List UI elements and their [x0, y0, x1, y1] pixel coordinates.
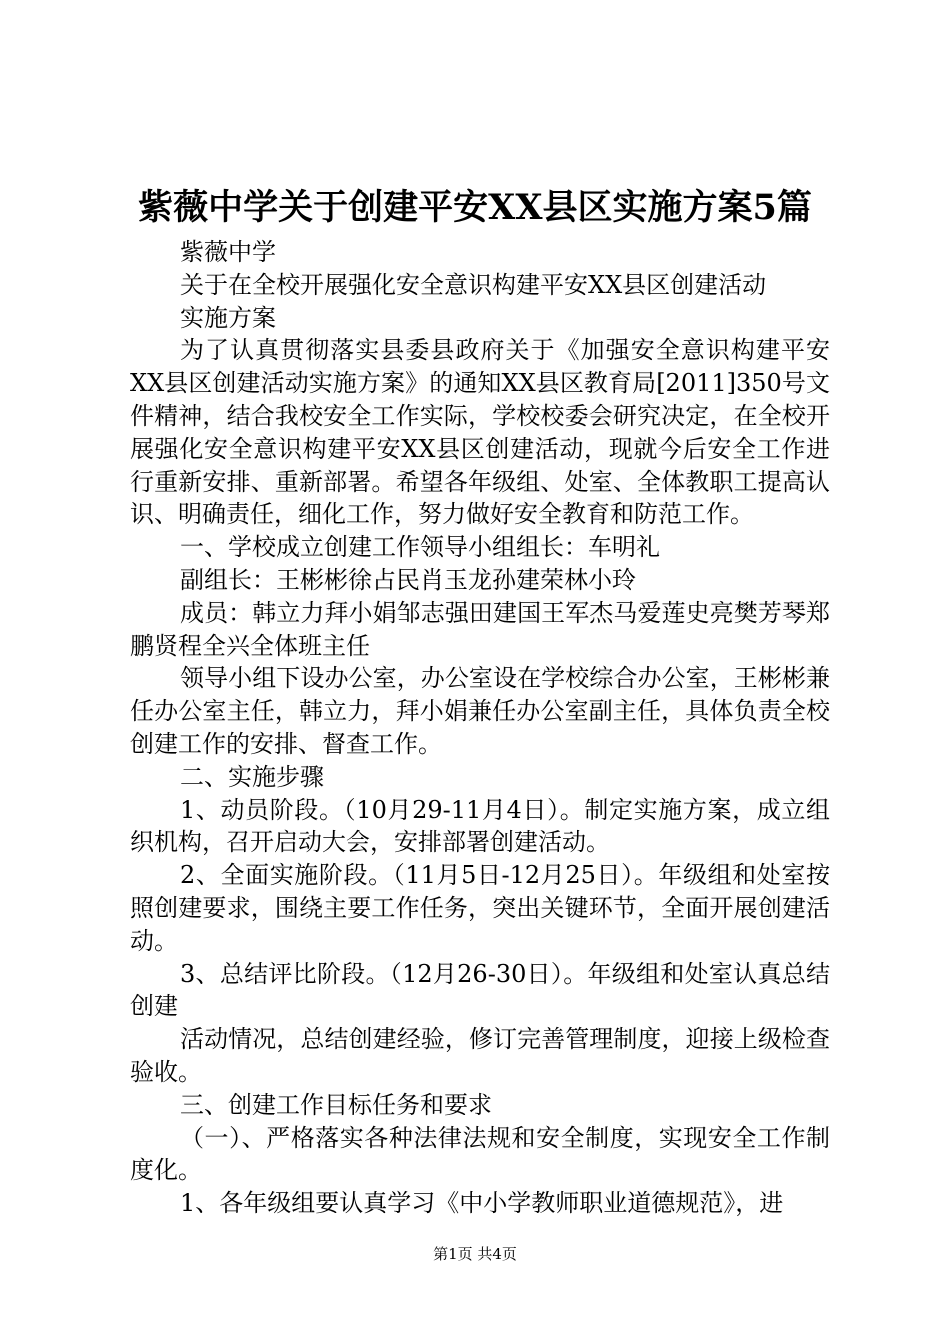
paragraph-deputy-leaders: 副组长：王彬彬徐占民肖玉龙孙建荣林小玲: [180, 565, 636, 594]
paragraph-plan-heading: 实施方案: [180, 303, 276, 332]
document-title: 紫薇中学关于创建平安XX县区实施方案5篇: [138, 187, 812, 228]
paragraph-school-name: 紫薇中学: [180, 238, 276, 266]
page-footer: 第1页 共4页: [433, 1245, 517, 1263]
paragraph-intro: 为了认真贯彻落实县委县政府关于《加强安全意识构建平安XX县区创建活动实施方案》的通知XX县区教育局[2011]350号文件精神，结合我校安全工作实际，学校校委会研究决定，在全校开展强化安全意识构建平安XX县区创建活动，现就今后安全工作进行重新安排、重新部署。希望各年级组、处室、全体教职工提高认识、明确责任，细化工作，努力做好安全教育和防范工作。: [130, 336, 830, 529]
paragraph-section-2: 二、实施步骤: [180, 762, 324, 791]
paragraph-step-3: 3、总结评比阶段。（12月26-30日）。年级组和处室认真总结创建: [130, 959, 830, 1021]
paragraph-members: 成员：韩立力拜小娟邹志强田建国王军杰马爱莲史亮樊芳琴郑鹏贤程全兴全体班主任: [130, 598, 830, 660]
paragraph-section-1: 一、学校成立创建工作领导小组组长：车明礼: [180, 533, 660, 562]
paragraph-item-1: 1、各年级组要认真学习《中小学教师职业道德规范》，进: [180, 1189, 784, 1218]
paragraph-step-1: 1、动员阶段。（10月29-11月4日）。制定实施方案，成立组织机构，召开启动大会，安排部署创建活动。: [130, 795, 830, 857]
paragraph-step-2: 2、全面实施阶段。（11月5日-12月25日）。年级组和处室按照创建要求，围绕主要工作任务，突出关键环节，全面开展创建活动。: [130, 861, 830, 955]
paragraph-subsection-1: （一）、严格落实各种法律法规和安全制度，实现安全工作制度化。: [130, 1123, 830, 1185]
paragraph-subtitle: 关于在全校开展强化安全意识构建平安XX县区创建活动: [180, 270, 767, 299]
paragraph-office: 领导小组下设办公室，办公室设在学校综合办公室，王彬彬兼任办公室主任，韩立力，拜小娟兼任办公室副主任，具体负责全校创建工作的安排、督查工作。: [130, 664, 830, 758]
paragraph-step-3-cont: 活动情况，总结创建经验，修订完善管理制度，迎接上级检查验收。: [130, 1025, 830, 1086]
document-body: [130, 236, 830, 1220]
paragraph-section-3: 三、创建工作目标任务和要求: [180, 1090, 492, 1119]
